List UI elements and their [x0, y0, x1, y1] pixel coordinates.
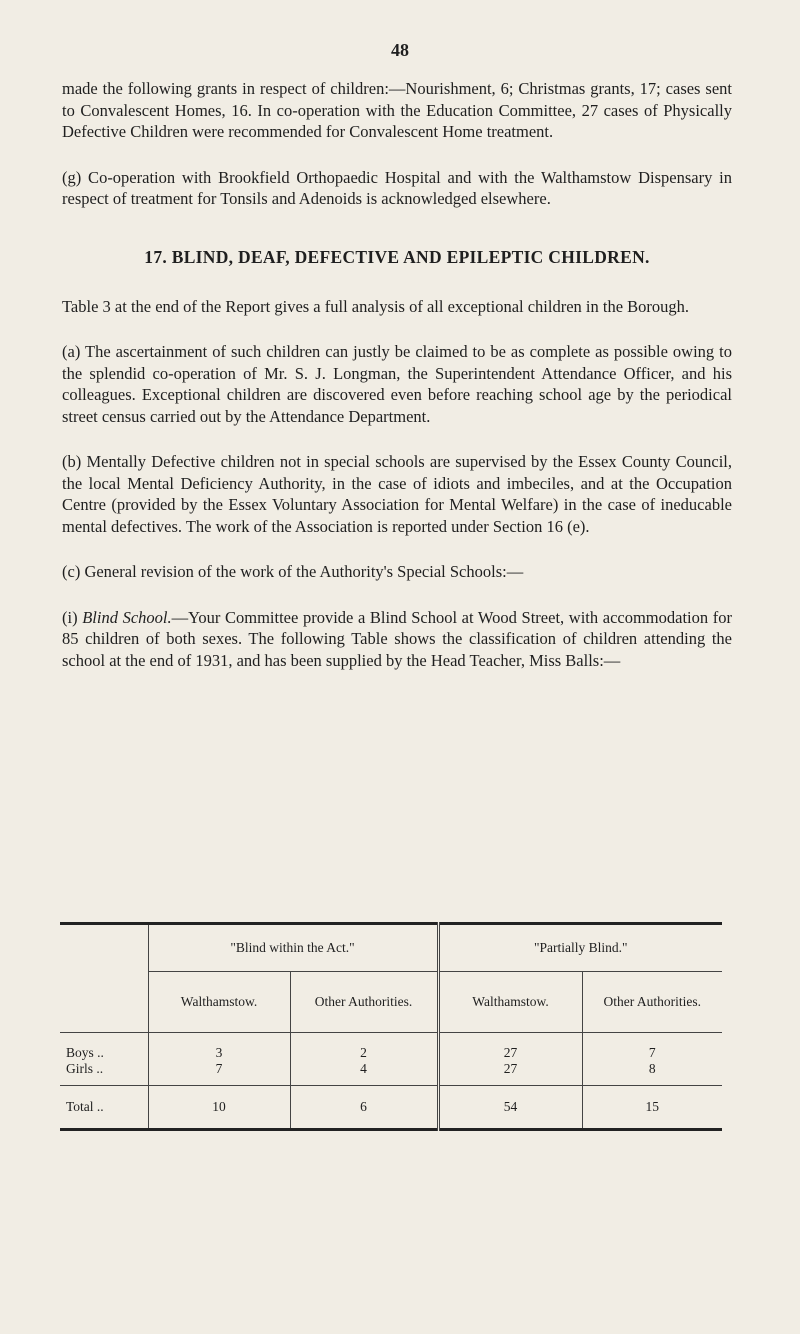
table-row-total — [60, 1086, 722, 1130]
paragraph-a: (a) The ascertainment of such children can justly be claimed to be as complete as possible owing to the splendid co-operation of Mr. S. J. Longman, the Superintendent Attendance Officer, and his colleagues. Exceptional children are discovered even before reaching school age by the periodical street census carried out by the Attendance Department. — [62, 342, 732, 426]
header-other-2: Other Authorities. — [582, 972, 722, 1033]
cell: 6 — [290, 1086, 438, 1130]
cell: 27 — [438, 1061, 582, 1086]
row-label-total: Total .. — [60, 1086, 148, 1130]
header-walthamstow-1: Walthamstow. — [148, 972, 290, 1033]
blind-school-text: —Your Committee provide a Blind School at Wood Street, with accommodation for 85 children of both sexes. The following Table shows the classification of children attending the school at the end of 1931, and has been supplied by the Head Teacher, Miss Balls:— — [62, 607, 732, 670]
page-number: 48 — [391, 40, 409, 60]
table-row — [60, 1033, 722, 1062]
cell: 7 — [148, 1061, 290, 1086]
paragraph-b: (b) Mentally Defective children not in special schools are supervised by the Essex County Council, the local Mental Deficiency Authority, in the case of idiots and imbeciles, and at the Occupation Centre (provided by the Essex Voluntary Association for Mental Welfare) in the case of ineducable mental defectives. The work of the Association is reported under Section 16 (e). — [62, 452, 732, 536]
paragraph-c: (c) General revision of the work of the Authority's Special Schools:— — [62, 562, 524, 581]
paragraph-blind-school — [62, 607, 732, 672]
cell: 4 — [290, 1061, 438, 1086]
cell: 3 — [148, 1033, 290, 1062]
header-blind-within-act: "Blind within the Act." — [148, 924, 438, 972]
header-other-1: Other Authorities. — [290, 972, 438, 1033]
document-body — [62, 78, 732, 671]
blind-school-table — [60, 922, 722, 1131]
corner-cell — [60, 924, 148, 972]
cell: 10 — [148, 1086, 290, 1130]
row-label-girls: Girls .. — [66, 1061, 104, 1076]
paragraph-grants: made the following grants in respect of children:—Nourishment, 6; Christmas grants, 17; cases sent to Convalescent Homes, 16. In co-operation with the Education Committee, 27 cases of Physically Defective Children were recommended for Convalescent Home treatment. — [62, 79, 732, 141]
cell: 15 — [582, 1086, 722, 1130]
blind-school-prefix: (i) — [62, 607, 83, 627]
row-label-boys: Boys .. — [60, 1033, 148, 1062]
section-heading: 17. BLIND, DEAF, DEFECTIVE AND EPILEPTIC CHILDREN. — [144, 246, 650, 267]
cell: 27 — [438, 1033, 582, 1062]
paragraph-table3: Table 3 at the end of the Report gives a full analysis of all exceptional children in the Borough. — [62, 296, 690, 316]
cell: 2 — [290, 1033, 438, 1062]
cell: 8 — [582, 1061, 722, 1086]
cell: 54 — [438, 1086, 582, 1130]
header-walthamstow-2: Walthamstow. — [438, 972, 582, 1033]
blind-school-title: Blind School. — [82, 607, 172, 627]
paragraph-g: (g) Co-operation with Brookfield Orthopaedic Hospital and with the Walthamstow Dispensary in respect of treatment for Tonsils and Adenoids is acknowledged elsewhere. — [62, 167, 732, 208]
header-partially-blind: "Partially Blind." — [438, 924, 722, 972]
table-row — [60, 1061, 722, 1086]
cell: 7 — [582, 1033, 722, 1062]
